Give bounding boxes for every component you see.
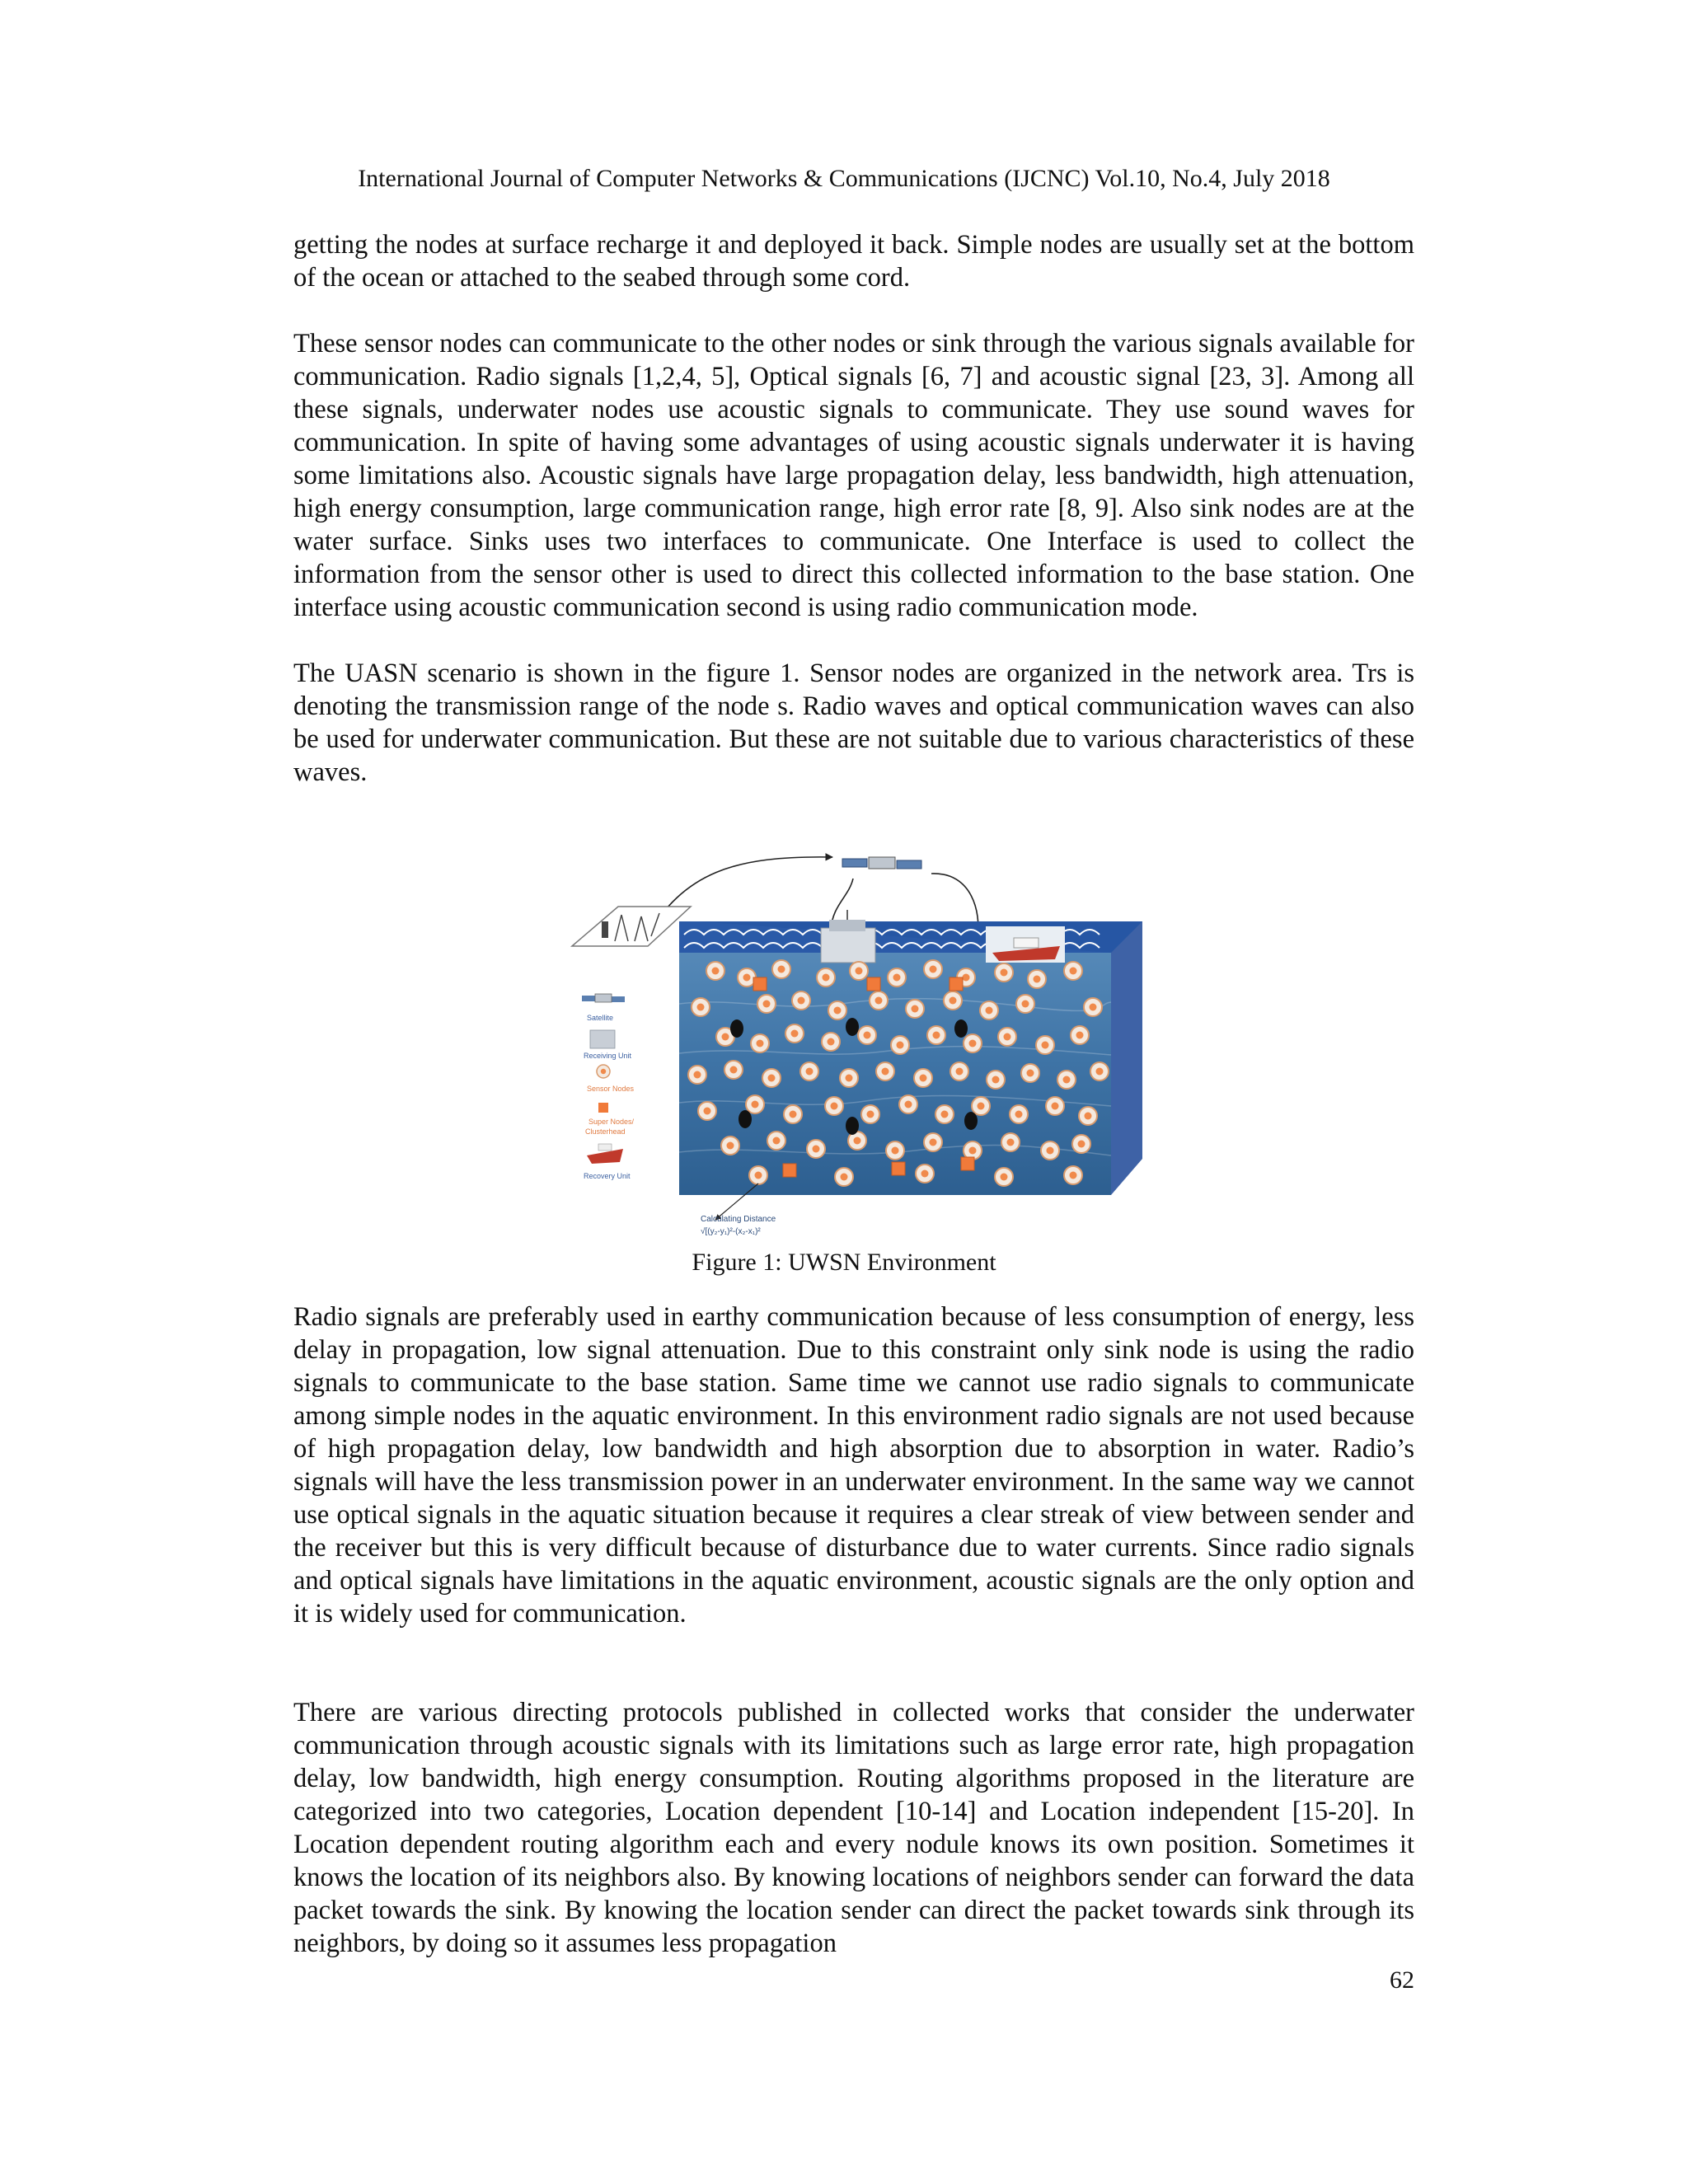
distance-formula: √[(y₂-y₁)²-(x₂-x₁)²: [701, 1227, 761, 1236]
distance-label: Calculating Distance: [701, 1215, 776, 1224]
legend-satellite-icon: [582, 994, 625, 1002]
figure-caption: Figure 1: UWSN Environment: [692, 1249, 996, 1276]
legend-satellite-label: Satellite: [587, 1014, 614, 1022]
satellite-icon: [842, 857, 921, 869]
legend-receiving-unit-icon: [590, 1030, 615, 1048]
receiving-unit-icon: [821, 910, 875, 963]
paragraph-5: There are various directing protocols published in collected works that consider the underwater communication through acoustic signals with its limitations such as large error rate, high propagation delay, low bandwidth, high energy consumption. Routing algorithms proposed in the literature are categorized into two categories, Location dependent [10-14] and Location independent [15-20]. In Location dependent routing algorithm each and every nodule knows its own position. Sometimes it knows the location of its neighbors also. By knowing locations of neighbors sender can forward the data packet towards the sink. By knowing the location sender can direct the packet towards sink through its neighbors, by doing so it assumes less propagation: [293, 1698, 1414, 1958]
legend-recovery-unit-label: Recovery Unit: [584, 1172, 631, 1180]
base-station-panel: [572, 907, 691, 946]
figure-legend: [582, 994, 635, 1180]
running-header: International Journal of Computer Networks & Communications (IJCNC) Vol.10, No.4, July 2018: [358, 165, 1330, 192]
paragraph-2: These sensor nodes can communicate to the other nodes or sink through the various signals available for communication. Radio signals [1,2,4, 5], Optical signals [6, 7] and acoustic signal [23, 3]. Among all these signals, underwater nodes use acoustic signals to communicate. They use sound waves for communication. In spite of having some advantages of using acoustic signals underwater it is having some limitations also. Acoustic signals have large propagation delay, less bandwidth, high attenuation, high energy consumption, large communication range, high error rate [8, 9]. Also sink nodes are at the water surface. Sinks uses two interfaces to communicate. One Interface is used to collect the information from the sensor other is used to direct this collected information to the base station. One interface using acoustic communication second is using radio communication mode.: [293, 329, 1414, 622]
paragraph-3: The UASN scenario is shown in the figure 1. Sensor nodes are organized in the network area. Trs is denoting the transmission range of the node s. Radio waves and optical communication waves can also be used for underwater communication. But these are not suitable due to various characteristics of these waves.: [293, 658, 1414, 787]
paragraph-4: Radio signals are preferably used in earthy communication because of less consumption of energy, less delay in propagation, low signal attenuation. Due to this constraint only sink node is using the radio signals to communicate to the base station. Same time we cannot use radio signals to communicate among simple nodes in the aquatic environment. In this environment radio signals are not used because of high propagation delay, low bandwidth and high absorption due to absorption in water. Radio’s signals will have the less transmission power in an underwater environment. In the same way we cannot use optical signals in the aquatic situation because it requires a clear streak of view between sender and the receiver but this is very difficult because of disturbance due to water currents. Since radio signals and optical signals have limitations in the aquatic environment, acoustic signals are the only option and it is widely used for communication.: [293, 1302, 1414, 1629]
paragraph-1: getting the nodes at surface recharge it and deployed it back. Simple nodes are usually set at the bottom of the ocean or attached to the seabed through some cord.: [293, 230, 1414, 293]
sea-cube-side: [1111, 921, 1142, 1195]
uwsn-diagram: [569, 839, 1162, 1251]
legend-recovery-ship-icon: [587, 1144, 623, 1164]
page-number: 62: [1390, 1966, 1414, 1994]
recovery-ship-icon: [986, 926, 1065, 963]
figure-uwsn-environment: [569, 839, 1162, 1251]
legend-sensor-node-icon: [597, 1065, 610, 1078]
legend-super-nodes-label-2: Clusterhead: [585, 1127, 626, 1136]
legend-receiving-unit-label: Receiving Unit: [584, 1052, 632, 1060]
legend-super-nodes-label-1: Super Nodes/: [588, 1118, 635, 1126]
legend-sensor-nodes-label: Sensor Nodes: [587, 1085, 635, 1093]
legend-super-node-icon: [598, 1103, 608, 1113]
